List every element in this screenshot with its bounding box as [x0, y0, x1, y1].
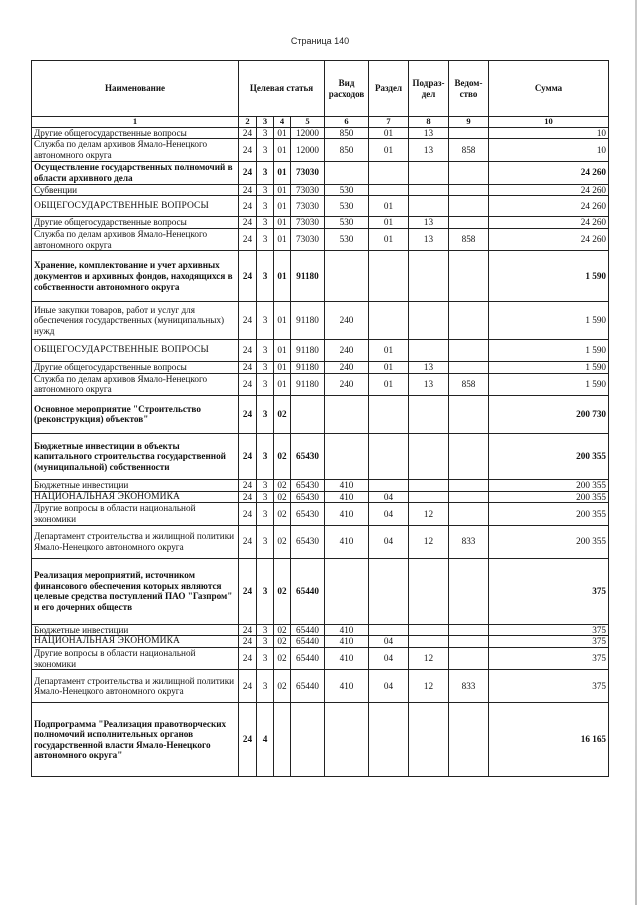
code4-cell [274, 703, 291, 777]
expense-type-cell: 850 [325, 139, 369, 161]
table-row [32, 648, 609, 670]
section-cell: 01 [369, 127, 409, 139]
department-cell [449, 479, 489, 491]
col-number: 7 [369, 117, 409, 128]
department-cell [449, 636, 489, 648]
section-cell: 04 [369, 670, 409, 703]
expense-type-cell: 410 [325, 479, 369, 491]
amount-cell: 16 165 [489, 703, 609, 777]
code2-cell: 24 [239, 558, 257, 624]
subsection-cell [409, 251, 449, 302]
code4-cell: 02 [274, 433, 291, 479]
table-row [32, 624, 609, 636]
subsection-cell [409, 703, 449, 777]
code2-cell: 24 [239, 503, 257, 525]
amount-cell: 200 355 [489, 503, 609, 525]
code4-cell: 02 [274, 624, 291, 636]
section-cell: 04 [369, 491, 409, 503]
column-number-row [32, 117, 609, 128]
department-cell [449, 703, 489, 777]
code3-cell: 3 [257, 161, 274, 184]
expense-type-cell [325, 703, 369, 777]
name-cell: Другие общегосударственные вопросы [32, 362, 239, 374]
code5-cell: 73030 [291, 184, 325, 196]
section-cell [369, 184, 409, 196]
code4-cell: 01 [274, 362, 291, 374]
code5-cell: 91180 [291, 340, 325, 362]
scan-edge-shadow [635, 0, 637, 905]
section-cell [369, 479, 409, 491]
code4-cell: 01 [274, 373, 291, 395]
code5-cell: 91180 [291, 373, 325, 395]
name-cell: Другие вопросы в области национальной экономики [32, 648, 239, 670]
code5-cell: 12000 [291, 139, 325, 161]
col-number: 8 [409, 117, 449, 128]
col-number: 4 [274, 117, 291, 128]
amount-cell: 1 590 [489, 373, 609, 395]
code3-cell: 3 [257, 196, 274, 217]
expense-type-cell: 410 [325, 491, 369, 503]
code5-cell: 73030 [291, 161, 325, 184]
section-cell [369, 395, 409, 433]
subsection-cell [409, 636, 449, 648]
amount-cell: 10 [489, 139, 609, 161]
section-cell: 04 [369, 503, 409, 525]
code2-cell: 24 [239, 373, 257, 395]
subsection-cell: 13 [409, 217, 449, 229]
name-cell: Осуществление государственных полномочий в области архивного дела [32, 161, 239, 184]
code5-cell: 91180 [291, 362, 325, 374]
table-row [32, 558, 609, 624]
name-cell: Бюджетные инвестиции в объекты капитального строительства государственной (муниципальной) собственности [32, 433, 239, 479]
expense-type-cell: 530 [325, 184, 369, 196]
table-row [32, 395, 609, 433]
table-row [32, 433, 609, 479]
expense-type-cell: 530 [325, 217, 369, 229]
department-cell [449, 184, 489, 196]
code4-cell: 01 [274, 302, 291, 340]
amount-cell: 200 355 [489, 491, 609, 503]
table-row [32, 229, 609, 251]
name-cell: Субвенции [32, 184, 239, 196]
code3-cell: 3 [257, 373, 274, 395]
name-cell: Служба по делам архивов Ямало-Ненецкого автономного округа [32, 229, 239, 251]
col-number: 9 [449, 117, 489, 128]
code2-cell: 24 [239, 251, 257, 302]
name-cell: Бюджетные инвестиции [32, 479, 239, 491]
code4-cell: 01 [274, 196, 291, 217]
department-cell: 833 [449, 525, 489, 558]
code3-cell: 3 [257, 670, 274, 703]
subsection-cell [409, 395, 449, 433]
expense-type-cell: 850 [325, 127, 369, 139]
code3-cell: 3 [257, 251, 274, 302]
code5-cell: 65440 [291, 648, 325, 670]
section-cell [369, 251, 409, 302]
table-row [32, 302, 609, 340]
table-row [32, 636, 609, 648]
code3-cell: 3 [257, 503, 274, 525]
section-cell: 04 [369, 636, 409, 648]
expense-type-cell: 410 [325, 636, 369, 648]
code5-cell: 65440 [291, 558, 325, 624]
code3-cell: 3 [257, 302, 274, 340]
code2-cell: 24 [239, 433, 257, 479]
amount-cell: 1 590 [489, 302, 609, 340]
amount-cell: 200 355 [489, 525, 609, 558]
name-cell: НАЦИОНАЛЬНАЯ ЭКОНОМИКА [32, 491, 239, 503]
name-cell: Реализация мероприятий, источником финансового обеспечения которых являются целевые средства поступлений ПАО "Газпром" и его дочерних обществ [32, 558, 239, 624]
table-row [32, 251, 609, 302]
table-row [32, 525, 609, 558]
department-cell [449, 217, 489, 229]
department-cell [449, 648, 489, 670]
subsection-cell: 13 [409, 229, 449, 251]
code4-cell: 01 [274, 161, 291, 184]
subsection-cell: 12 [409, 503, 449, 525]
amount-cell: 375 [489, 558, 609, 624]
name-cell: Хранение, комплектование и учет архивных документов и архивных фондов, находящихся в собственности автономного округа [32, 251, 239, 302]
code4-cell: 02 [274, 525, 291, 558]
name-cell: Иные закупки товаров, работ и услуг для обеспечения государственных (муниципальных) нужд [32, 302, 239, 340]
code3-cell: 3 [257, 127, 274, 139]
section-cell [369, 624, 409, 636]
table-row [32, 127, 609, 139]
code3-cell: 3 [257, 217, 274, 229]
code4-cell: 02 [274, 479, 291, 491]
expense-type-cell: 530 [325, 229, 369, 251]
amount-cell: 375 [489, 670, 609, 703]
expense-type-cell: 410 [325, 648, 369, 670]
department-cell [449, 558, 489, 624]
section-cell: 01 [369, 196, 409, 217]
code5-cell: 91180 [291, 302, 325, 340]
amount-cell: 375 [489, 636, 609, 648]
code3-cell: 3 [257, 340, 274, 362]
amount-cell: 1 590 [489, 340, 609, 362]
code2-cell: 24 [239, 161, 257, 184]
code5-cell: 65430 [291, 433, 325, 479]
amount-cell: 1 590 [489, 362, 609, 374]
subsection-cell: 13 [409, 139, 449, 161]
code3-cell: 3 [257, 433, 274, 479]
section-cell: 04 [369, 525, 409, 558]
code2-cell: 24 [239, 491, 257, 503]
code2-cell: 24 [239, 362, 257, 374]
expense-type-cell [325, 395, 369, 433]
code3-cell: 3 [257, 479, 274, 491]
code3-cell: 3 [257, 558, 274, 624]
code5-cell: 65430 [291, 491, 325, 503]
department-cell [449, 624, 489, 636]
section-cell: 01 [369, 217, 409, 229]
name-cell: Основное мероприятие "Строительство (реконструкция) объектов" [32, 395, 239, 433]
section-cell [369, 302, 409, 340]
code4-cell: 02 [274, 636, 291, 648]
expense-type-cell [325, 161, 369, 184]
name-cell: Другие вопросы в области национальной экономики [32, 503, 239, 525]
amount-cell: 24 260 [489, 161, 609, 184]
code5-cell: 65440 [291, 624, 325, 636]
table-row [32, 703, 609, 777]
code2-cell: 24 [239, 139, 257, 161]
subsection-cell [409, 340, 449, 362]
name-cell: Бюджетные инвестиции [32, 624, 239, 636]
table-row [32, 340, 609, 362]
code2-cell: 24 [239, 127, 257, 139]
subsection-cell: 12 [409, 525, 449, 558]
col-header-target: Целевая статья [239, 61, 325, 117]
code2-cell: 24 [239, 648, 257, 670]
code4-cell: 01 [274, 217, 291, 229]
expense-type-cell: 410 [325, 670, 369, 703]
subsection-cell: 13 [409, 127, 449, 139]
code4-cell: 01 [274, 229, 291, 251]
table-row [32, 491, 609, 503]
code3-cell: 3 [257, 184, 274, 196]
subsection-cell [409, 433, 449, 479]
name-cell: Департамент строительства и жилищной политики Ямало-Ненецкого автономного округа [32, 670, 239, 703]
department-cell [449, 161, 489, 184]
code2-cell: 24 [239, 703, 257, 777]
department-cell [449, 433, 489, 479]
amount-cell: 375 [489, 624, 609, 636]
table-row [32, 161, 609, 184]
name-cell: Служба по делам архивов Ямало-Ненецкого автономного округа [32, 139, 239, 161]
amount-cell: 375 [489, 648, 609, 670]
code5-cell [291, 703, 325, 777]
col-header-amount: Сумма [489, 61, 609, 117]
department-cell [449, 127, 489, 139]
expense-type-cell: 240 [325, 340, 369, 362]
section-cell: 04 [369, 648, 409, 670]
name-cell: Департамент строительства и жилищной политики Ямало-Ненецкого автономного округа [32, 525, 239, 558]
section-cell: 01 [369, 340, 409, 362]
code5-cell: 73030 [291, 217, 325, 229]
table-row [32, 196, 609, 217]
code4-cell: 01 [274, 127, 291, 139]
expense-type-cell: 530 [325, 196, 369, 217]
section-cell: 01 [369, 362, 409, 374]
table-row [32, 217, 609, 229]
subsection-cell: 12 [409, 648, 449, 670]
section-cell: 01 [369, 139, 409, 161]
col-header-name: Наименование [32, 61, 239, 117]
section-cell [369, 558, 409, 624]
code4-cell: 01 [274, 251, 291, 302]
col-header-subsection: Подраз-дел [409, 61, 449, 117]
code4-cell: 02 [274, 395, 291, 433]
code5-cell: 65430 [291, 503, 325, 525]
name-cell: Подпрограмма "Реализация правотворческих полномочий исполнительных органов государственной власти Ямало-Ненецкого автономного округа" [32, 703, 239, 777]
code2-cell: 24 [239, 636, 257, 648]
budget-table [31, 60, 609, 777]
code2-cell: 24 [239, 340, 257, 362]
code2-cell: 24 [239, 479, 257, 491]
table-row [32, 373, 609, 395]
subsection-cell: 13 [409, 373, 449, 395]
section-cell [369, 703, 409, 777]
section-cell: 01 [369, 373, 409, 395]
col-number: 10 [489, 117, 609, 128]
amount-cell: 200 730 [489, 395, 609, 433]
amount-cell: 24 260 [489, 184, 609, 196]
expense-type-cell [325, 558, 369, 624]
expense-type-cell: 240 [325, 302, 369, 340]
code2-cell: 24 [239, 670, 257, 703]
code2-cell: 24 [239, 196, 257, 217]
col-header-department: Ведом-ство [449, 61, 489, 117]
col-header-expense-type: Вид расходов [325, 61, 369, 117]
code2-cell: 24 [239, 624, 257, 636]
subsection-cell [409, 558, 449, 624]
subsection-cell [409, 184, 449, 196]
subsection-cell [409, 624, 449, 636]
code4-cell: 01 [274, 139, 291, 161]
department-cell [449, 362, 489, 374]
expense-type-cell: 410 [325, 624, 369, 636]
subsection-cell: 12 [409, 670, 449, 703]
section-cell: 01 [369, 229, 409, 251]
amount-cell: 10 [489, 127, 609, 139]
department-cell: 833 [449, 670, 489, 703]
name-cell: Служба по делам архивов Ямало-Ненецкого автономного округа [32, 373, 239, 395]
code2-cell: 24 [239, 229, 257, 251]
department-cell [449, 302, 489, 340]
code3-cell: 3 [257, 648, 274, 670]
code3-cell: 3 [257, 491, 274, 503]
code2-cell: 24 [239, 184, 257, 196]
code5-cell: 73030 [291, 196, 325, 217]
department-cell [449, 340, 489, 362]
code3-cell: 3 [257, 395, 274, 433]
header-row [32, 61, 609, 117]
section-cell [369, 433, 409, 479]
code4-cell: 01 [274, 340, 291, 362]
amount-cell: 24 260 [489, 229, 609, 251]
code3-cell: 3 [257, 624, 274, 636]
department-cell [449, 491, 489, 503]
code4-cell: 02 [274, 648, 291, 670]
col-number: 3 [257, 117, 274, 128]
page-number: Страница 140 [290, 36, 350, 46]
department-cell: 858 [449, 373, 489, 395]
code3-cell: 3 [257, 525, 274, 558]
code4-cell: 02 [274, 491, 291, 503]
code2-cell: 24 [239, 217, 257, 229]
amount-cell: 1 590 [489, 251, 609, 302]
code4-cell: 02 [274, 558, 291, 624]
code2-cell: 24 [239, 525, 257, 558]
code4-cell: 02 [274, 503, 291, 525]
code3-cell: 3 [257, 636, 274, 648]
name-cell: ОБЩЕГОСУДАРСТВЕННЫЕ ВОПРОСЫ [32, 340, 239, 362]
department-cell: 858 [449, 139, 489, 161]
table-body [32, 127, 609, 777]
code4-cell: 01 [274, 184, 291, 196]
name-cell: Другие общегосударственные вопросы [32, 127, 239, 139]
code5-cell: 73030 [291, 229, 325, 251]
name-cell: НАЦИОНАЛЬНАЯ ЭКОНОМИКА [32, 636, 239, 648]
table-row [32, 479, 609, 491]
expense-type-cell [325, 433, 369, 479]
col-number: 6 [325, 117, 369, 128]
amount-cell: 24 260 [489, 217, 609, 229]
code5-cell [291, 395, 325, 433]
table-row [32, 184, 609, 196]
expense-type-cell: 410 [325, 525, 369, 558]
code3-cell: 3 [257, 362, 274, 374]
expense-type-cell [325, 251, 369, 302]
department-cell: 858 [449, 229, 489, 251]
table-row [32, 362, 609, 374]
code5-cell: 12000 [291, 127, 325, 139]
code2-cell: 24 [239, 395, 257, 433]
department-cell [449, 196, 489, 217]
subsection-cell [409, 491, 449, 503]
code5-cell: 91180 [291, 251, 325, 302]
code5-cell: 65440 [291, 636, 325, 648]
expense-type-cell: 240 [325, 362, 369, 374]
col-number: 1 [32, 117, 239, 128]
code3-cell: 4 [257, 703, 274, 777]
subsection-cell [409, 302, 449, 340]
name-cell: ОБЩЕГОСУДАРСТВЕННЫЕ ВОПРОСЫ [32, 196, 239, 217]
col-number: 2 [239, 117, 257, 128]
code4-cell: 02 [274, 670, 291, 703]
table-row [32, 139, 609, 161]
subsection-cell [409, 479, 449, 491]
amount-cell: 24 260 [489, 196, 609, 217]
subsection-cell [409, 196, 449, 217]
expense-type-cell: 410 [325, 503, 369, 525]
amount-cell: 200 355 [489, 433, 609, 479]
amount-cell: 200 355 [489, 479, 609, 491]
subsection-cell [409, 161, 449, 184]
table-row [32, 670, 609, 703]
expense-type-cell: 240 [325, 373, 369, 395]
table-row [32, 503, 609, 525]
department-cell [449, 395, 489, 433]
department-cell [449, 251, 489, 302]
code3-cell: 3 [257, 229, 274, 251]
department-cell [449, 503, 489, 525]
code5-cell: 65430 [291, 525, 325, 558]
code5-cell: 65440 [291, 670, 325, 703]
code2-cell: 24 [239, 302, 257, 340]
subsection-cell: 13 [409, 362, 449, 374]
col-number: 5 [291, 117, 325, 128]
code5-cell: 65430 [291, 479, 325, 491]
code3-cell: 3 [257, 139, 274, 161]
section-cell [369, 161, 409, 184]
col-header-section: Раздел [369, 61, 409, 117]
name-cell: Другие общегосударственные вопросы [32, 217, 239, 229]
